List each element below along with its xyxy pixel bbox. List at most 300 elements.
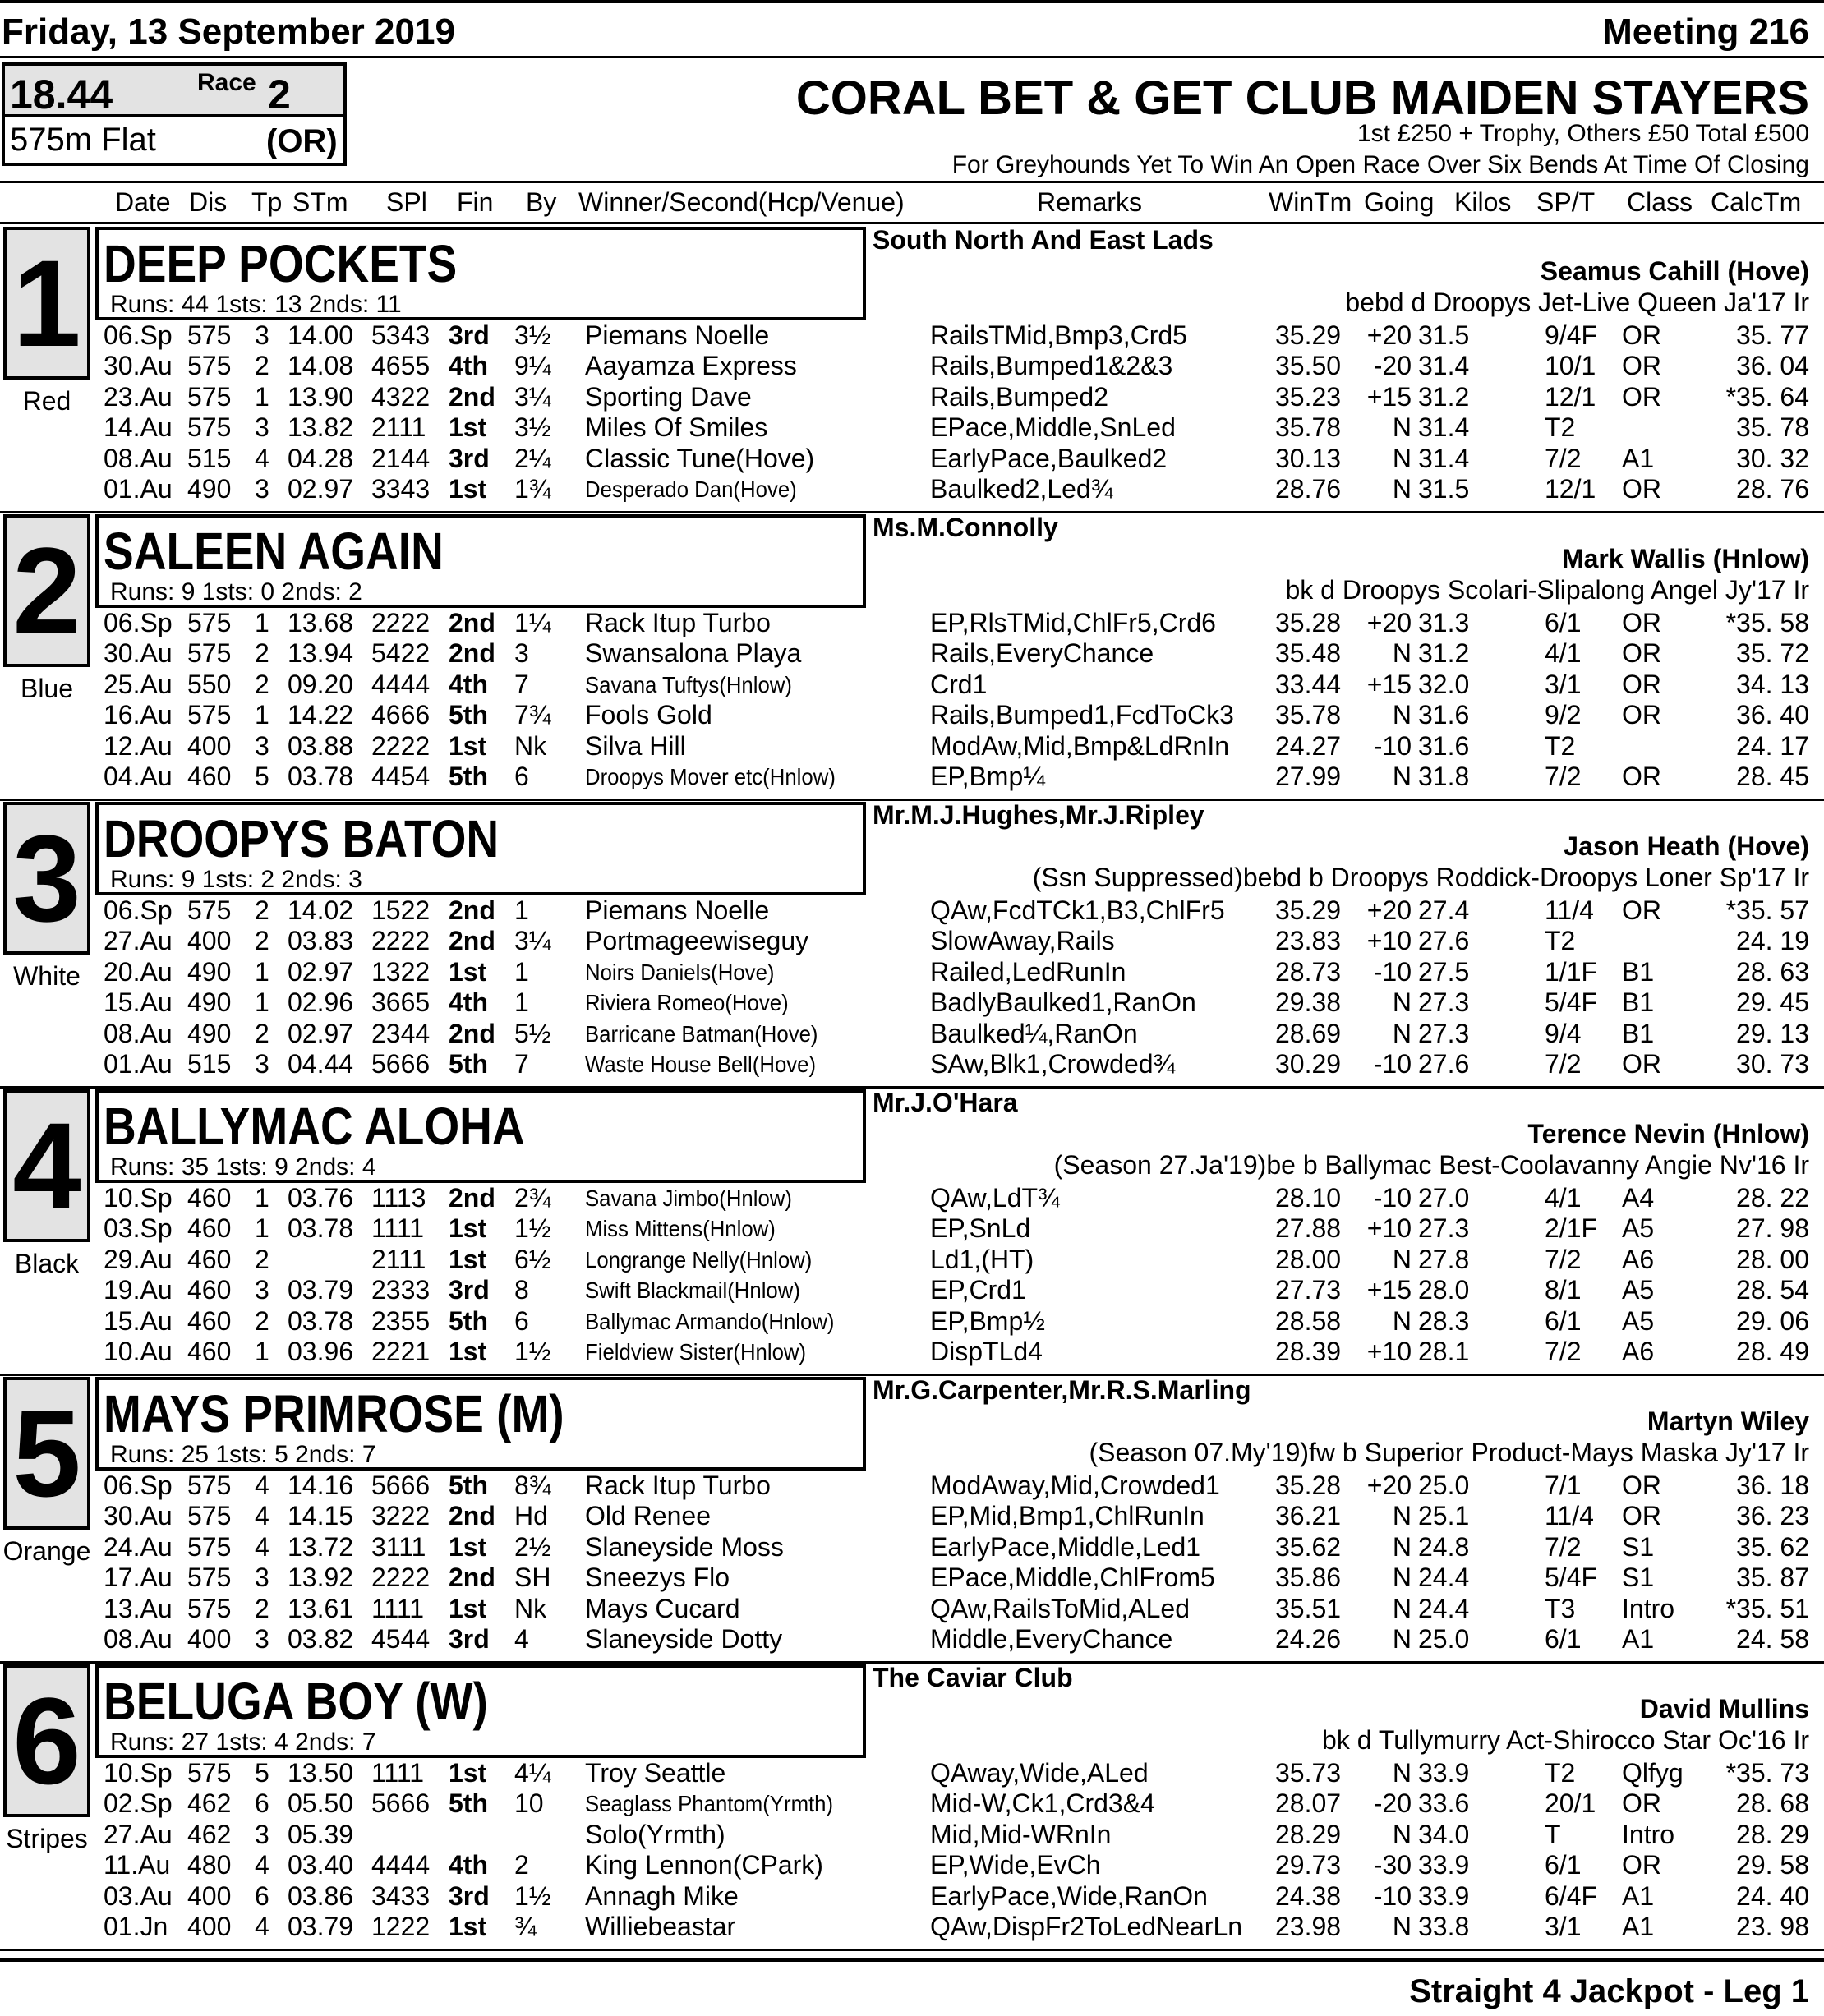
form-row: [0, 1019, 1824, 1049]
form-distance-beaten: 7: [514, 1049, 529, 1079]
form-distance: 462: [187, 1819, 232, 1849]
form-sectional: 13.90: [288, 381, 354, 412]
form-calc-time: 24. 40: [1736, 1880, 1809, 1911]
form-sectional: 09.20: [288, 669, 354, 699]
form-date: 12.Au: [104, 730, 173, 761]
form-sectional: 13.61: [288, 1593, 354, 1623]
form-win-time: 35.86: [1275, 1563, 1342, 1593]
form-date: 30.Au: [104, 638, 173, 669]
form-distance-beaten: 4¼: [514, 1758, 551, 1788]
form-calc-time: 35. 87: [1736, 1563, 1809, 1593]
form-distance-beaten: 1½: [514, 1337, 551, 1366]
form-finish: 1st: [449, 1593, 487, 1623]
form-distance: 575: [187, 1531, 232, 1562]
form-distance-beaten: Nk: [514, 730, 547, 761]
form-winner: Riviera Romeo(Hove): [585, 990, 789, 1016]
form-split: 1322: [371, 956, 431, 987]
form-trap: 3: [255, 1819, 269, 1849]
form-winner: Rack Itup Turbo: [585, 608, 771, 637]
form-distance: 575: [187, 608, 232, 637]
form-winner: Fieldview Sister(Hnlow): [585, 1339, 807, 1365]
form-going: +20: [1366, 320, 1412, 350]
form-row: [0, 1881, 1824, 1912]
form-distance-beaten: 8: [514, 1275, 529, 1305]
form-going: -20: [1373, 351, 1412, 381]
form-class: OR: [1622, 351, 1661, 381]
header-rule: [0, 56, 1824, 58]
breeding: (Season 07.My'19)fw b Superior Product-Mays Maska Jy'17 Ir: [1089, 1438, 1809, 1467]
form-class: S1: [1622, 1531, 1655, 1562]
col-date: Date: [115, 187, 171, 217]
form-class: A1: [1622, 1624, 1655, 1654]
form-calc-time: 24. 58: [1736, 1624, 1809, 1654]
form-split: 2111: [371, 1244, 426, 1274]
form-split: 4666: [371, 700, 431, 730]
form-remarks: QAw,FcdTCk1,B3,ChlFr5: [930, 895, 1225, 925]
form-sp: 3/1: [1545, 669, 1582, 699]
form-calc-time: 28. 76: [1736, 474, 1809, 504]
form-finish: 4th: [449, 987, 488, 1018]
form-sectional: 03.76: [288, 1183, 354, 1213]
form-remarks: Railed,LedRunIn: [930, 956, 1126, 987]
form-calc-time: *35. 51: [1725, 1593, 1809, 1623]
form-going: N: [1392, 412, 1412, 443]
form-sp: 7/1: [1545, 1471, 1582, 1500]
form-sectional: 04.28: [288, 443, 354, 473]
form-split: 3433: [371, 1880, 431, 1911]
column-header-rule-bottom: [0, 222, 1824, 224]
form-winner: Slaneyside Moss: [585, 1531, 784, 1562]
trap-number: 1: [12, 234, 81, 372]
form-calc-time: 23. 98: [1736, 1912, 1809, 1941]
form-distance: 515: [187, 1049, 232, 1079]
form-weight: 28.1: [1418, 1337, 1470, 1366]
form-class: Intro: [1622, 1819, 1675, 1849]
form-sp: 6/1: [1545, 1624, 1582, 1654]
form-winner: Aayamza Express: [585, 351, 797, 381]
trap-number: 6: [12, 1672, 81, 1810]
form-row: [0, 1820, 1824, 1850]
form-trap: 3: [255, 412, 269, 443]
form-distance-beaten: 2: [514, 1850, 529, 1880]
form-going: N: [1392, 638, 1412, 669]
form-sp: 5/4F: [1545, 1563, 1598, 1593]
form-finish: 2nd: [449, 895, 495, 925]
form-distance: 460: [187, 1244, 232, 1274]
form-remarks: ModAway,Mid,Crowded1: [930, 1471, 1220, 1500]
form-finish: 2nd: [449, 1183, 495, 1213]
run-stats: Runs: 35 1sts: 9 2nds: 4: [110, 1153, 376, 1181]
form-date: 03.Au: [104, 1880, 173, 1911]
form-date: 23.Au: [104, 381, 173, 412]
form-sectional: 03.96: [288, 1337, 354, 1366]
form-remarks: DispTLd4: [930, 1337, 1043, 1366]
dog-name-box: [95, 227, 866, 320]
form-weight: 33.9: [1418, 1880, 1470, 1911]
form-finish: 3rd: [449, 1624, 490, 1654]
form-distance-beaten: 1: [514, 987, 529, 1018]
form-sp: 11/4: [1545, 895, 1594, 925]
form-going: -30: [1373, 1850, 1412, 1880]
form-going: N: [1392, 1244, 1412, 1274]
form-distance-beaten: 3½: [514, 320, 551, 350]
form-calc-time: 28. 63: [1736, 956, 1809, 987]
form-row: [0, 1532, 1824, 1563]
form-calc-time: *35. 58: [1725, 608, 1809, 637]
form-going: N: [1392, 1593, 1412, 1623]
form-sectional: 02.97: [288, 474, 354, 504]
form-date: 06.Sp: [104, 1471, 173, 1500]
col-class: Class: [1627, 187, 1693, 217]
form-remarks: EP,Bmp½: [930, 1305, 1045, 1336]
form-remarks: EP,Wide,EvCh: [930, 1850, 1101, 1880]
form-calc-time: 28. 29: [1736, 1819, 1809, 1849]
form-win-time: 35.78: [1275, 700, 1342, 730]
form-going: -10: [1373, 1183, 1412, 1213]
race-title: CORAL BET & GET CLUB MAIDEN STAYERS: [795, 71, 1809, 125]
form-date: 06.Sp: [104, 320, 173, 350]
form-weight: 25.0: [1418, 1624, 1470, 1654]
form-split: 4322: [371, 381, 431, 412]
form-trap: 4: [255, 1471, 269, 1500]
form-row: [0, 1594, 1824, 1624]
race-info-box: [2, 62, 347, 166]
meeting-date: Friday, 13 September 2019: [2, 12, 455, 52]
form-row: [0, 1788, 1824, 1819]
form-trap: 2: [255, 926, 269, 956]
form-weight: 31.2: [1418, 638, 1470, 669]
form-distance-beaten: Nk: [514, 1593, 547, 1623]
form-remarks: EP,Bmp¼: [930, 762, 1045, 791]
form-weight: 27.3: [1418, 1018, 1470, 1048]
dog-name-box: [95, 1377, 866, 1471]
runner-block: [0, 1375, 1824, 1663]
form-sp: 12/1: [1545, 474, 1596, 504]
run-stats: Runs: 9 1sts: 0 2nds: 2: [110, 578, 362, 605]
form-trap: 2: [255, 351, 269, 381]
form-distance: 460: [187, 1305, 232, 1336]
form-trap: 2: [255, 1305, 269, 1336]
trap-colour: Blue: [20, 674, 74, 703]
form-row: [0, 382, 1824, 412]
form-finish: 5th: [449, 1305, 488, 1336]
form-distance: 480: [187, 1850, 232, 1880]
form-class: OR: [1622, 474, 1661, 504]
col-calctm: CalcTm: [1711, 187, 1802, 217]
form-winner: Piemans Noelle: [585, 895, 770, 925]
form-distance-beaten: 8¾: [514, 1471, 551, 1500]
race-time: 18.44: [10, 71, 113, 117]
form-winner: Droopys Mover etc(Hnlow): [585, 764, 836, 789]
form-distance: 575: [187, 1593, 232, 1623]
form-class: A6: [1622, 1337, 1655, 1366]
form-finish: 2nd: [449, 1501, 495, 1531]
form-sp: 9/4: [1545, 1018, 1582, 1048]
form-calc-time: 34. 13: [1736, 669, 1809, 699]
form-class: A6: [1622, 1244, 1655, 1274]
form-winner: Barricane Batman(Hove): [585, 1020, 818, 1047]
form-distance-beaten: 7¾: [514, 700, 551, 730]
form-weight: 31.6: [1418, 700, 1470, 730]
form-row: [0, 926, 1824, 956]
form-finish: 2nd: [449, 608, 495, 637]
form-row: [0, 351, 1824, 381]
form-distance-beaten: 2¾: [514, 1183, 551, 1213]
form-split: 2344: [371, 1018, 431, 1048]
form-finish: 3rd: [449, 443, 490, 473]
form-date: 11.Au: [104, 1850, 171, 1880]
form-distance-beaten: 6½: [514, 1244, 551, 1274]
run-stats: Runs: 44 1sts: 13 2nds: 11: [110, 291, 402, 318]
form-date: 15.Au: [104, 987, 173, 1018]
form-trap: 1: [255, 987, 269, 1018]
footer-text: Straight 4 Jackpot - Leg 1: [1409, 1973, 1809, 2009]
form-calc-time: 29. 13: [1736, 1018, 1809, 1048]
form-weight: 31.8: [1418, 762, 1470, 791]
form-trap: 3: [255, 1624, 269, 1654]
dog-name: BELUGA BOY (W): [104, 1672, 488, 1731]
form-win-time: 30.13: [1275, 443, 1342, 473]
form-winner: Desperado Dan(Hove): [585, 476, 797, 502]
trap-number: 3: [12, 809, 81, 947]
dog-name: DEEP POCKETS: [104, 234, 458, 293]
dog-name-box: [95, 802, 866, 895]
form-date: 01.Au: [104, 474, 173, 504]
form-finish: 1st: [449, 474, 487, 504]
form-distance: 460: [187, 1275, 232, 1305]
form-date: 29.Au: [104, 1244, 173, 1274]
breeding: (Season 27.Ja'19)be b Ballymac Best-Coolavanny Angie Nv'16 Ir: [1053, 1150, 1809, 1180]
form-row: [0, 700, 1824, 730]
form-going: +20: [1366, 1471, 1412, 1500]
form-distance: 460: [187, 1183, 232, 1213]
trap-colour: Stripes: [6, 1824, 88, 1853]
form-win-time: 28.00: [1275, 1244, 1342, 1274]
form-remarks: EarlyPace,Baulked2: [930, 443, 1168, 473]
form-distance: 575: [187, 412, 232, 443]
form-remarks: SAw,Blk1,Crowded¾: [930, 1049, 1176, 1079]
form-finish: 3rd: [449, 320, 490, 350]
form-win-time: 35.50: [1275, 351, 1342, 381]
form-sp: 12/1: [1545, 381, 1596, 412]
form-distance-beaten: SH: [514, 1563, 551, 1593]
form-class: A1: [1622, 443, 1655, 473]
form-win-time: 28.29: [1275, 1819, 1342, 1849]
form-calc-time: 24. 19: [1736, 926, 1809, 956]
form-date: 08.Au: [104, 1018, 173, 1048]
form-winner: Sporting Dave: [585, 381, 752, 412]
dog-name: DROOPYS BATON: [104, 809, 500, 868]
form-distance-beaten: 5½: [514, 1018, 551, 1048]
form-calc-time: 28. 54: [1736, 1275, 1809, 1305]
form-sectional: 14.16: [288, 1471, 354, 1500]
form-sectional: 05.50: [288, 1788, 354, 1819]
form-remarks: RailsTMid,Bmp3,Crd5: [930, 320, 1187, 350]
form-sectional: 03.78: [288, 1305, 354, 1336]
owner: South North And East Lads: [873, 225, 1214, 255]
form-distance: 460: [187, 1337, 232, 1366]
top-rule: [0, 0, 1824, 3]
form-weight: 31.5: [1418, 320, 1470, 350]
form-distance-beaten: 7: [514, 669, 529, 699]
form-finish: 1st: [449, 1337, 487, 1366]
form-sp: 5/4F: [1545, 987, 1598, 1018]
form-calc-time: 29. 45: [1736, 987, 1809, 1018]
form-finish: 2nd: [449, 1018, 495, 1048]
form-going: +20: [1366, 608, 1412, 637]
race-distance: 575m Flat: [10, 122, 156, 158]
form-remarks: EarlyPace,Middle,Led1: [930, 1531, 1201, 1562]
form-winner: Portmageewiseguy: [585, 926, 809, 956]
form-remarks: Baulked2,Led¾: [930, 474, 1113, 504]
form-trap: 1: [255, 1183, 269, 1213]
form-trap: 3: [255, 730, 269, 761]
form-date: 01.Jn: [104, 1912, 168, 1941]
form-win-time: 27.88: [1275, 1213, 1342, 1244]
form-calc-time: 30. 73: [1736, 1049, 1809, 1079]
form-sp: 7/2: [1545, 1531, 1582, 1562]
form-class: OR: [1622, 1788, 1661, 1819]
form-class: B1: [1622, 956, 1655, 987]
form-split: 3111: [371, 1531, 426, 1562]
form-sp: 4/1: [1545, 1183, 1582, 1213]
form-distance-beaten: ¾: [514, 1912, 537, 1941]
meeting-number: Meeting 216: [1602, 12, 1809, 52]
form-weight: 31.5: [1418, 474, 1470, 504]
form-sp: T2: [1545, 730, 1576, 761]
form-distance: 575: [187, 700, 232, 730]
form-win-time: 29.38: [1275, 987, 1342, 1018]
form-distance: 575: [187, 351, 232, 381]
form-going: +15: [1366, 669, 1412, 699]
form-remarks: EP,Crd1: [930, 1275, 1026, 1305]
form-trap: 3: [255, 1563, 269, 1593]
form-remarks: BadlyBaulked1,RanOn: [930, 987, 1196, 1018]
form-trap: 4: [255, 443, 269, 473]
form-sectional: 03.82: [288, 1624, 354, 1654]
form-win-time: 36.21: [1275, 1501, 1342, 1531]
form-finish: 2nd: [449, 1563, 495, 1593]
form-class: OR: [1622, 1850, 1661, 1880]
dog-name-box: [95, 1089, 866, 1183]
form-class: A1: [1622, 1912, 1655, 1941]
form-row: [0, 957, 1824, 987]
form-weight: 27.8: [1418, 1244, 1470, 1274]
form-split: 5666: [371, 1471, 431, 1500]
form-going: -10: [1373, 1880, 1412, 1911]
form-winner: Seaglass Phantom(Yrmth): [585, 1791, 834, 1817]
form-winner: Piemans Noelle: [585, 320, 770, 350]
form-split: 5666: [371, 1049, 431, 1079]
col-remarks: Remarks: [1037, 187, 1143, 217]
form-distance: 575: [187, 895, 232, 925]
form-going: N: [1392, 1819, 1412, 1849]
form-winner: Longrange Nelly(Hnlow): [585, 1246, 813, 1273]
form-remarks: Mid,Mid-WRnIn: [930, 1819, 1112, 1849]
col-spl: SPl: [386, 187, 427, 217]
form-sectional: 03.79: [288, 1912, 354, 1941]
form-remarks: Ld1,(HT): [930, 1244, 1034, 1274]
form-sp: 7/2: [1545, 1244, 1582, 1274]
form-remarks: QAw,RailsToMid,ALed: [930, 1593, 1190, 1623]
form-finish: 1st: [449, 1244, 487, 1274]
form-remarks: EPace,Middle,SnLed: [930, 412, 1176, 443]
form-row: [0, 444, 1824, 474]
form-class: OR: [1622, 895, 1661, 925]
form-winner: Swansalona Playa: [585, 638, 802, 669]
dog-name: MAYS PRIMROSE (M): [104, 1384, 564, 1443]
form-going: -20: [1373, 1788, 1412, 1819]
form-class: OR: [1622, 700, 1661, 730]
form-sectional: 13.50: [288, 1758, 354, 1788]
col-kilos: Kilos: [1454, 187, 1512, 217]
runner-block: [0, 1088, 1824, 1375]
form-win-time: 35.62: [1275, 1531, 1342, 1562]
form-distance: 400: [187, 1912, 232, 1941]
form-going: -10: [1373, 730, 1412, 761]
form-class: A5: [1622, 1305, 1655, 1336]
form-going: N: [1392, 443, 1412, 473]
form-trap: 1: [255, 1213, 269, 1244]
form-sectional: 14.08: [288, 351, 354, 381]
form-win-time: 24.27: [1275, 730, 1342, 761]
form-calc-time: 36. 04: [1736, 351, 1809, 381]
form-sectional: 02.96: [288, 987, 354, 1018]
form-split: 4454: [371, 762, 431, 791]
col-fin: Fin: [457, 187, 494, 217]
form-split: 4444: [371, 669, 431, 699]
form-sectional: 03.86: [288, 1880, 354, 1911]
form-going: +10: [1366, 926, 1412, 956]
form-class: OR: [1622, 381, 1661, 412]
form-trap: 2: [255, 1018, 269, 1048]
form-split: 3665: [371, 987, 431, 1018]
form-calc-time: 28. 68: [1736, 1788, 1809, 1819]
form-going: -10: [1373, 1049, 1412, 1079]
form-weight: 27.6: [1418, 1049, 1470, 1079]
form-win-time: 35.48: [1275, 638, 1342, 669]
form-class: Intro: [1622, 1593, 1675, 1623]
form-date: 13.Au: [104, 1593, 173, 1623]
form-sectional: 03.88: [288, 730, 354, 761]
form-distance-beaten: 2¼: [514, 443, 551, 473]
form-split: 1113: [371, 1183, 426, 1213]
form-weight: 28.0: [1418, 1275, 1470, 1305]
form-winner: Sneezys Flo: [585, 1563, 730, 1593]
form-weight: 24.4: [1418, 1563, 1470, 1593]
form-calc-time: 28. 45: [1736, 762, 1809, 791]
form-going: N: [1392, 1305, 1412, 1336]
form-remarks: Baulked¼,RanOn: [930, 1018, 1138, 1048]
form-trap: 1: [255, 608, 269, 637]
trainer: Mark Wallis (Hnlow): [1561, 544, 1809, 573]
form-finish: 2nd: [449, 638, 495, 669]
form-row: [0, 638, 1824, 669]
form-remarks: Crd1: [930, 669, 988, 699]
form-row: [0, 1275, 1824, 1305]
form-win-time: 35.28: [1275, 1471, 1342, 1500]
form-sp: 6/4F: [1545, 1880, 1598, 1911]
form-sectional: 14.00: [288, 320, 354, 350]
form-sp: 2/1F: [1545, 1213, 1598, 1244]
form-weight: 27.4: [1418, 895, 1470, 925]
form-split: 3343: [371, 474, 431, 504]
form-finish: 2nd: [449, 381, 495, 412]
form-trap: 4: [255, 1501, 269, 1531]
form-weight: 31.6: [1418, 730, 1470, 761]
form-finish: 1st: [449, 1758, 487, 1788]
form-date: 24.Au: [104, 1531, 173, 1562]
